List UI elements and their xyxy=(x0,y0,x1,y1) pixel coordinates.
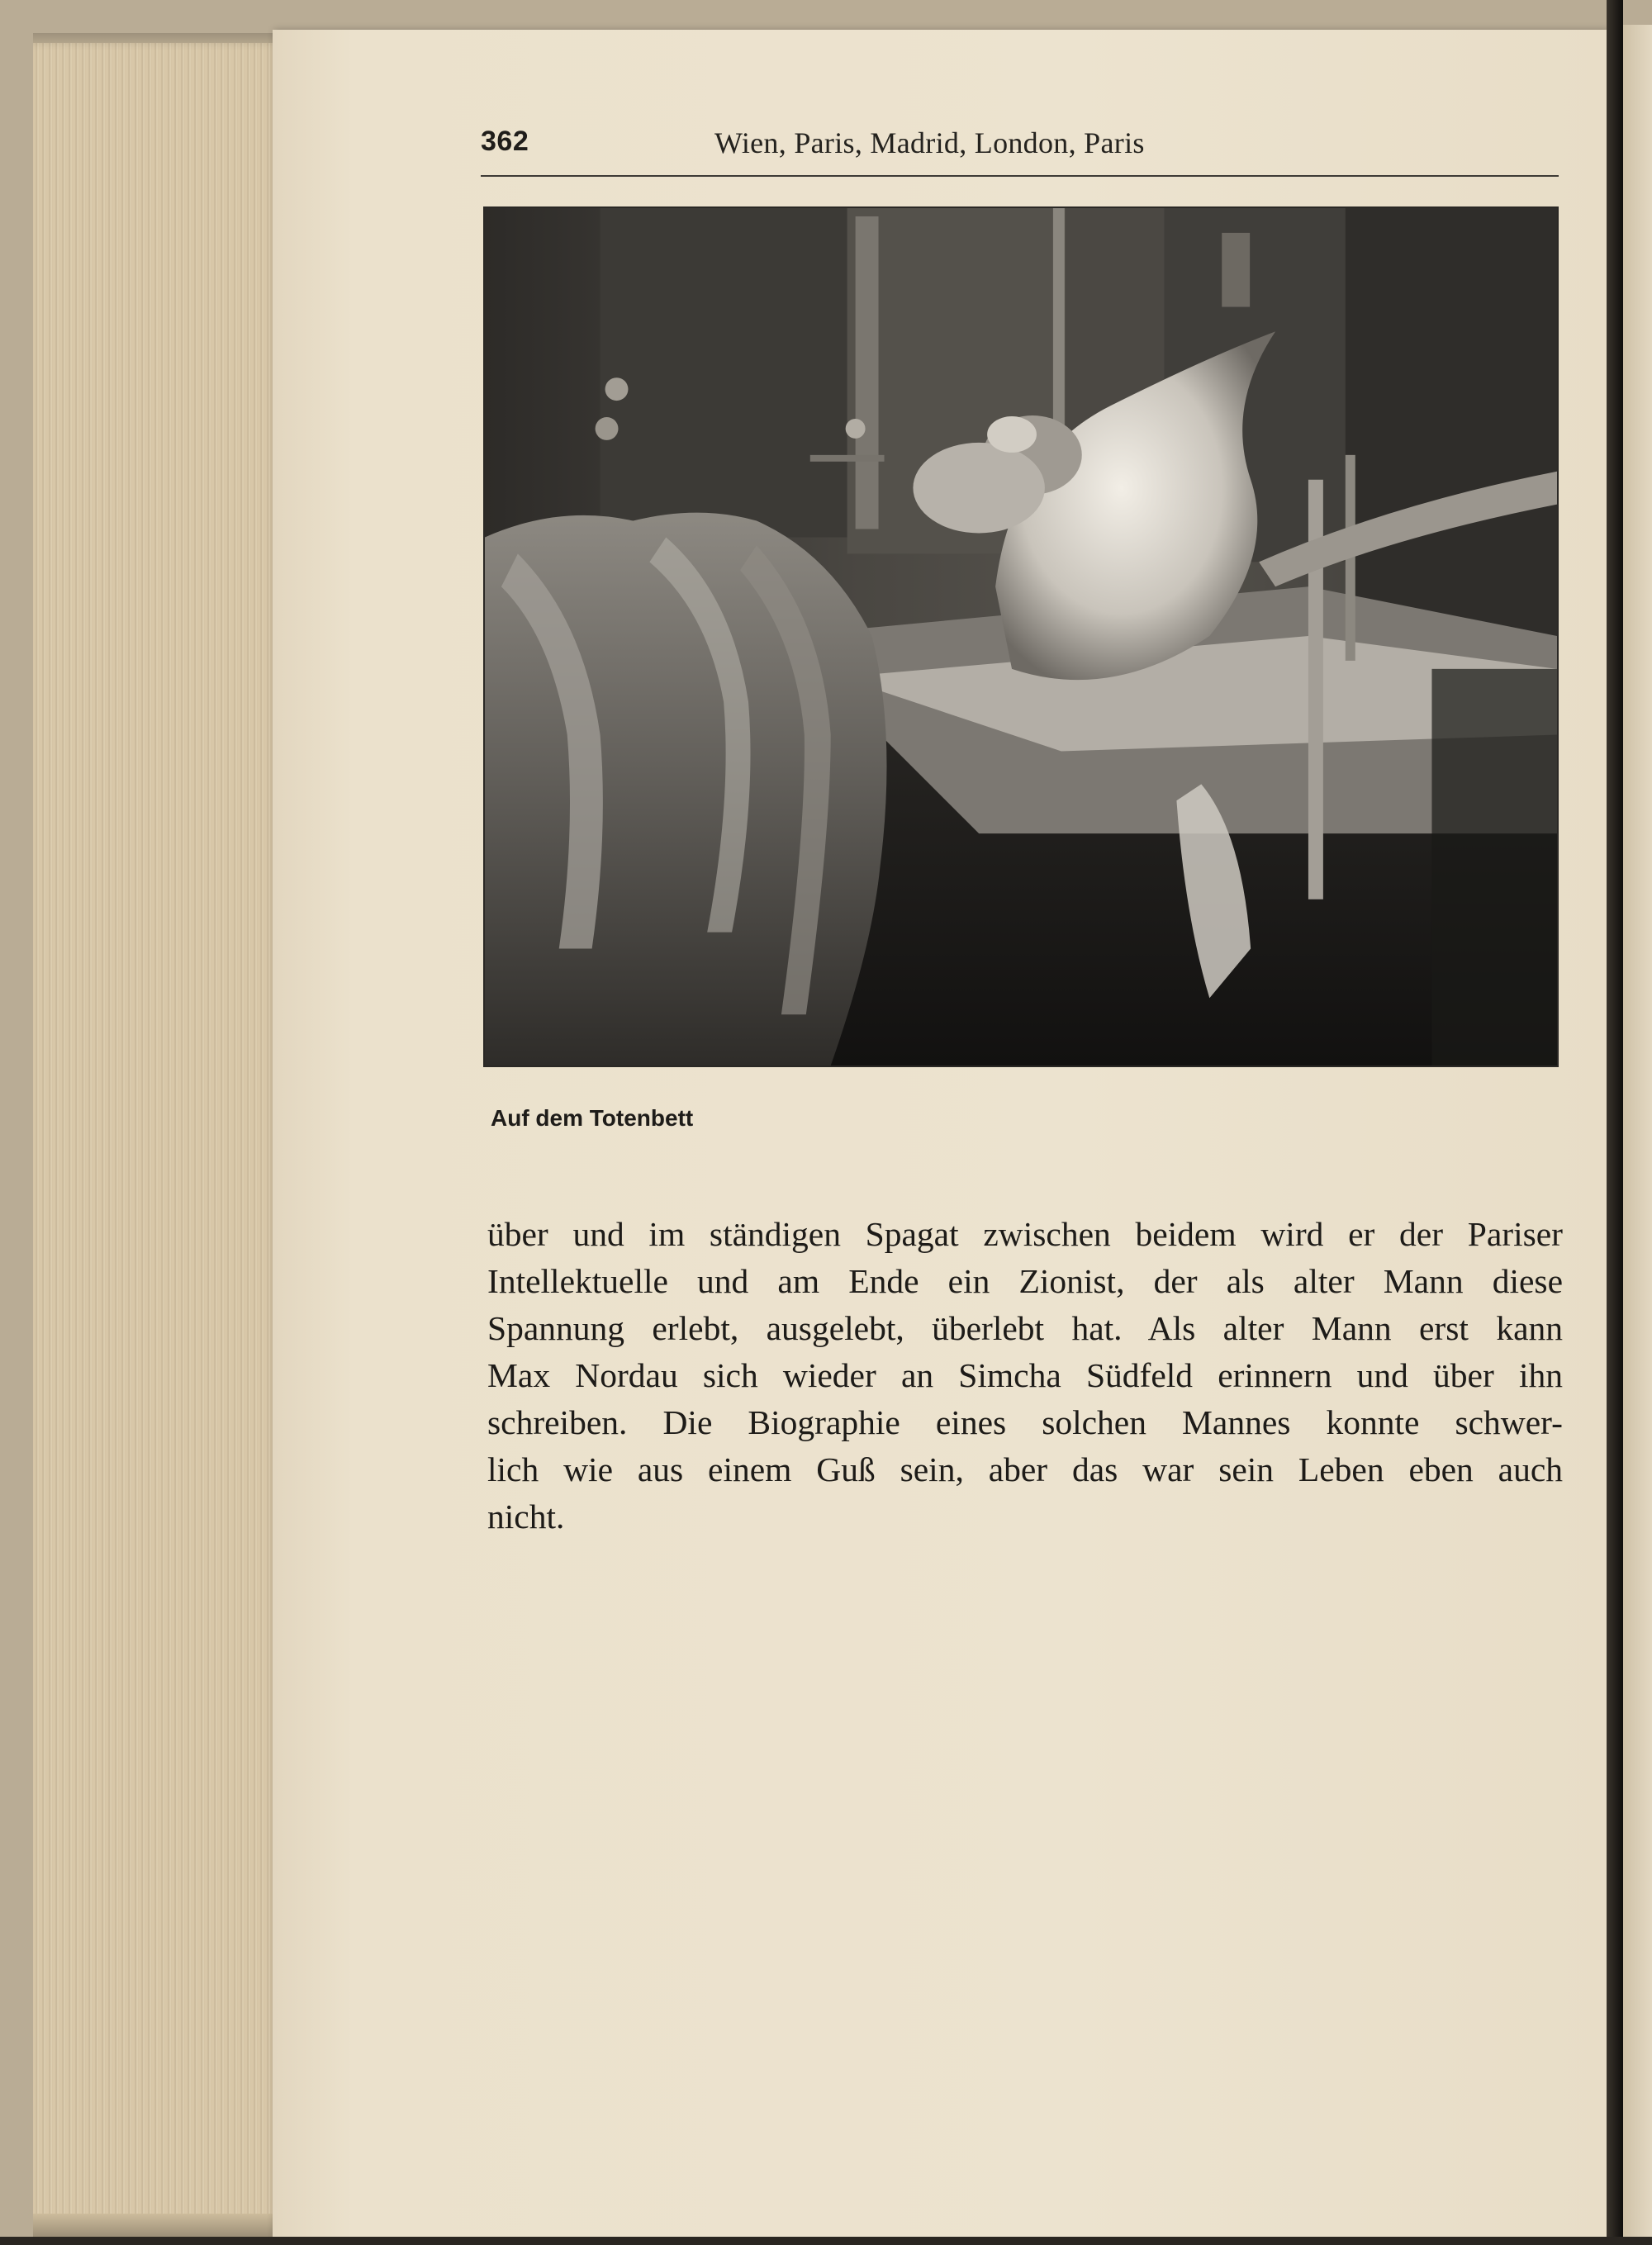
text-line: schreiben. Die Biographie eines solchen Mannes konnte schwer- xyxy=(487,1403,1563,1441)
photograph-image xyxy=(485,208,1557,1066)
running-head-title: Wien, Paris, Madrid, London, Paris xyxy=(714,126,1145,159)
text-line: nicht. xyxy=(487,1497,565,1535)
book-gutter xyxy=(1607,0,1623,2245)
text-line: Spannung erlebt, ausgelebt, überlebt hat. Als alter Mann erst kann xyxy=(487,1309,1563,1347)
text-line: Intellektuelle und am Ende ein Zionist, der als alter Mann diese xyxy=(487,1262,1563,1300)
running-head xyxy=(481,126,1559,177)
figure-caption: Auf dem Totenbett xyxy=(491,1105,694,1131)
facing-page-edge xyxy=(1623,25,1652,2238)
deathbed-photograph xyxy=(483,206,1559,1067)
page-stack-edges xyxy=(33,43,281,2232)
page-number: 362 xyxy=(481,126,529,157)
text-line: über und im ständigen Spagat zwischen beidem wird er der Pariser xyxy=(487,1215,1563,1253)
text-line: Max Nordau sich wieder an Simcha Südfeld erinnern und über ihn xyxy=(487,1356,1563,1394)
body-paragraph xyxy=(487,1211,1563,1540)
scan-bottom-edge xyxy=(0,2237,1652,2245)
text-line: lich wie aus einem Guß sein, aber das war sein Leben eben auch xyxy=(487,1450,1563,1488)
